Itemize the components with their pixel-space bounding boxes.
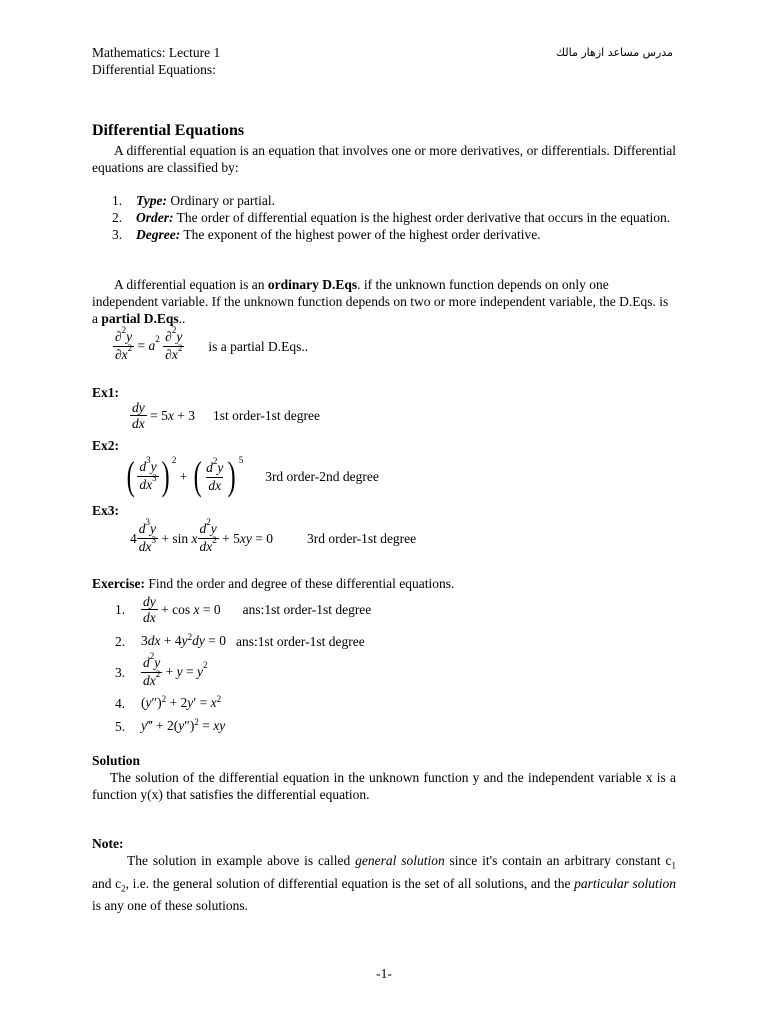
solution-paragraph: The solution of the differential equation in the unknown function y and the independent variable x is a function y(x) that satisfies the differential equation.: [92, 770, 676, 802]
exercise-item: 5. y‴ + $2(y'')^2$ = xy: [115, 717, 226, 734]
example-3-equation: 4 $\frac{d^3y}{dx^3}$ + sin x $\frac{d^2y}{dx^2}$ + 5xy = 0 3rd order-1st degree: [130, 517, 417, 554]
partial-equation: $\frac{\partial^2y}{\partial x^2}$ = $a^2$ $\frac{\partial^2y}{\partial x^2}$ is a partial D.Eqs..: [115, 325, 309, 362]
header-course: Mathematics: Lecture 1: [92, 45, 221, 60]
list-item: 1. Type: Ordinary or partial.: [112, 193, 275, 208]
exercise-answer: ans:1st order-1st degree: [236, 634, 365, 649]
page-number: -1-: [376, 966, 392, 981]
exercise-answer: ans:1st order-1st degree: [242, 602, 372, 617]
example-label: Ex3:: [92, 503, 119, 518]
header-left: [92, 44, 220, 78]
example-2-equation: ( $\frac{d^3y}{dx^3}$ ) 2 + ( $\frac{d^2y}{dx}$ ) 5 3rd order-2nd degree: [126, 453, 379, 498]
example-label: Ex1:: [92, 385, 119, 400]
note-heading: Note:: [92, 836, 124, 851]
header-instructor: مدرس مساعد ازهار مالك: [556, 46, 673, 59]
exercise-item: 2. $3dx + 4y^2dy = 0$ ans:1st order-1st degree: [115, 632, 365, 649]
ordinary-partial-paragraph: A differential equation is an ordinary D.Eqs. if the unknown function depends on only one independent variable. If the unknown function depends on two or more independent variable, the D.Eqs. is a partial D.Eqs..: [92, 277, 669, 326]
page-title: Differential Equations: [92, 122, 245, 139]
example-note: 3rd order-2nd degree: [265, 468, 379, 484]
solution-heading: Solution: [92, 753, 141, 768]
intro-paragraph: A differential equation is an equation that involves one or more derivatives, or differentials. Differential equations are classified by:: [92, 143, 676, 175]
example-label: Ex2:: [92, 438, 119, 453]
example-note: 1st order-1st degree: [213, 408, 320, 423]
exercise-item: 4. $(y'')^2 + 2y' = x^2$: [115, 694, 222, 711]
exercise-heading: Exercise: Find the order and degree of these differential equations.: [92, 576, 455, 591]
list-item: 3. Degree: The exponent of the highest power of the highest order derivative.: [112, 227, 541, 242]
note-paragraph: The solution in example above is called general solution since it's contain an arbitrary constant $c_1$ and $c_2$, i.e. the general solution of differential equation is the set of all solutions, and the particular solution is any one of these solutions.: [92, 853, 676, 914]
classification-list: [112, 192, 676, 243]
header-topic: Differential Equations:: [92, 62, 216, 77]
partial-note: is a partial D.Eqs..: [208, 339, 309, 354]
exercise-item: 3. $\frac{d^2y}{dx^2}$ + $y = y^2$: [115, 651, 208, 688]
exercise-item: 1. $\frac{dy}{dx}$ + cos x = 0 ans:1st order-1st degree: [115, 594, 372, 625]
example-1-equation: $\frac{dy}{dx}$ = 5x + 3 1st order-1st degree: [132, 400, 320, 431]
list-item: 2. Order: The order of differential equation is the highest order derivative that occurs in the equation.: [112, 210, 671, 225]
example-note: 3rd order-1st degree: [306, 531, 417, 546]
